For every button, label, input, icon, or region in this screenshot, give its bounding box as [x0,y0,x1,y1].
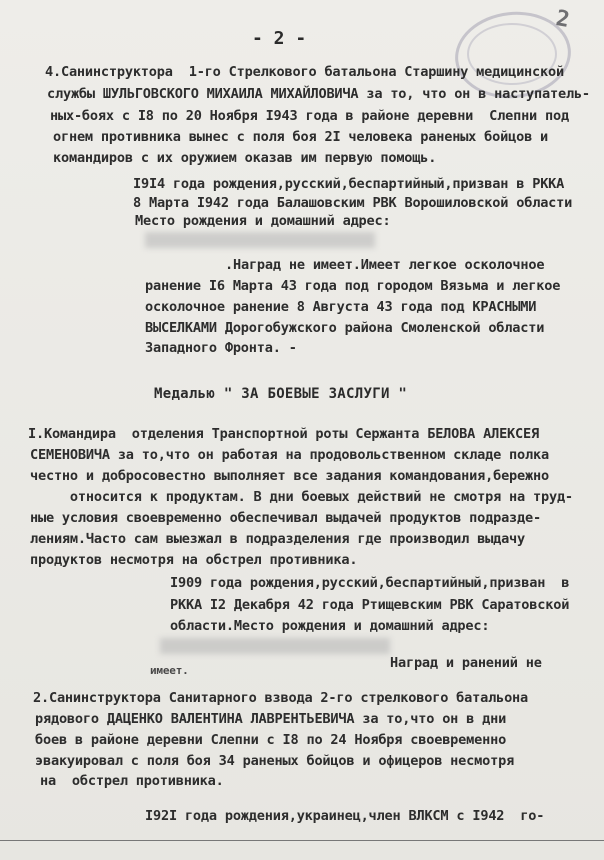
text-line: лениям.Часто сам выезжал в подразделения где производил выдачу [30,531,526,547]
text-line: относится к продуктам. В дни боевых действий не смотря на труд- [30,489,573,505]
text-line: боев в районе деревни Слепни с I8 по 24 Ноября своевременно [35,732,507,748]
text-line: огнем противника вынес с поля боя 2I человека раненых бойцов и [53,129,549,145]
text-line: службы ШУЛЬГОВСКОГО МИХАИЛА МИХАЙЛОВИЧА за то, что он в наступатель- [47,86,590,102]
text-line: ные условия своевременно обеспечивал выдачей продуктов подразде- [30,510,541,526]
text-line: Место рождения и домашний адрес: [135,213,391,229]
text-line: I9I4 года рождения,русский,беспартийный,призван в РККА [133,176,565,192]
text-line: эвакуировал с поля боя 34 раненых бойцов и офицеров несмотря [35,753,515,769]
text-line: рядового ДАЦЕНКО ВАЛЕНТИНА ЛАВРЕНТЬЕВИЧА за то,что он в дни [35,711,507,727]
text-line: осколочное ранение 8 Августа 43 года под КРАСНЫМИ [145,299,537,315]
text-line: командиров с их оружием оказав им первую помощь. [53,150,437,166]
text-line: .Наград не имеет.Имеет легкое осколочное [225,257,545,273]
text-line: на обстрел противника. [40,773,224,789]
text-line: области.Место рождения и домашний адрес: [170,618,490,634]
text-line: РККА I2 Декабря 42 года Ртищевским РВК Саратовской [170,597,570,613]
text-line: 2.Санинструктора Санитарного взвода 2-го стрелкового батальона [33,690,529,706]
text-line: Наград и ранений не [390,655,542,671]
text-line: имеет. [150,664,189,677]
redacted-address [160,638,390,654]
text-line: продуктов несмотря на обстрел противника. [30,552,358,568]
text-line: честно и добросовестно выполняет все задания командования,бережно [30,468,549,484]
text-line: ранение I6 Марта 43 года под городом Вязьма и легкое [145,278,561,294]
text-line: Западного Фронта. - [145,340,297,356]
medal-heading: Медалью " ЗА БОЕВЫЕ ЗАСЛУГИ " [154,386,408,402]
text-line: I92I года рождения,украинец,член ВЛКСМ с I942 го- [145,808,545,824]
text-line: ных-боях с I8 по 20 Ноября I943 года в районе деревни Слепни под [50,108,569,124]
text-line: СЕМЕНОВИЧА за то,что он работая на продовольственном складе полка [30,447,549,463]
stamp-number: 2 [553,6,572,33]
text-line: 8 Марта I942 года Балашовским РВК Ворошиловской области [133,195,573,211]
page-bottom-edge [0,840,604,841]
page-number: - 2 - [252,28,307,49]
redacted-address [145,232,375,248]
text-line: 4.Санинструктора 1-го Стрелкового батальона Старшину медицинской [45,64,564,80]
text-line: I909 года рождения,русский,беспартийный,призван в [170,575,570,591]
text-line: ВЫСЕЛКАМИ Дорогобужского района Смоленской области [145,320,545,336]
text-line: I.Командира отделения Транспортной роты Сержанта БЕЛОВА АЛЕКСЕЯ [28,426,539,442]
